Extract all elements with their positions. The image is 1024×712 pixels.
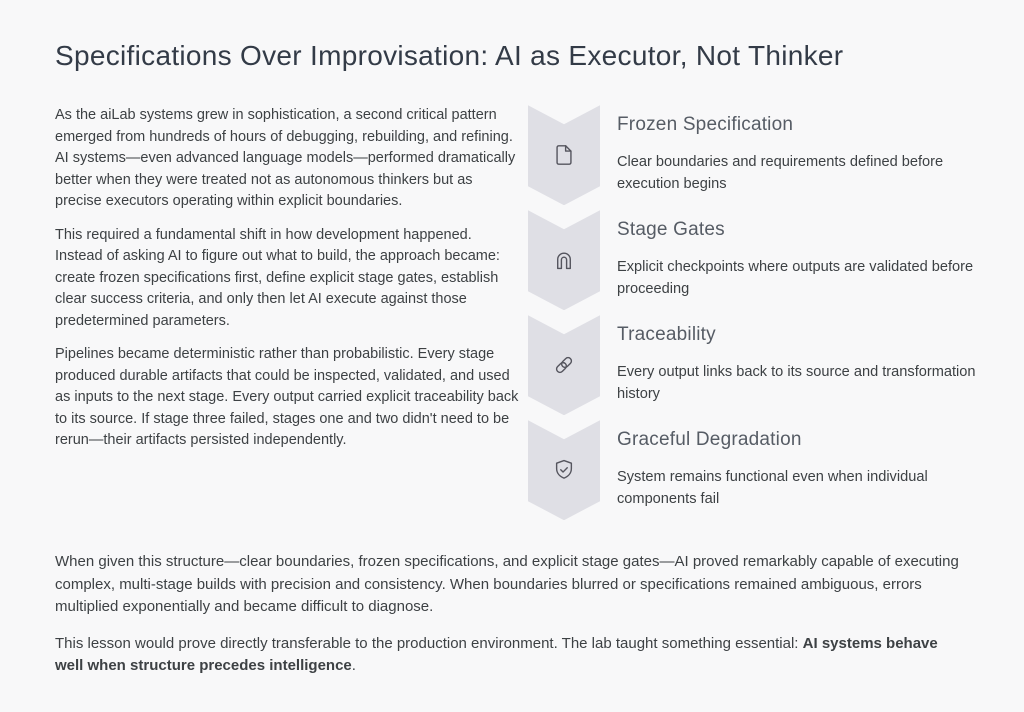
feature-title: Graceful Degradation [617,429,802,451]
content-row [55,105,976,525]
gate-arch-icon [551,247,577,273]
feature-text [617,315,995,415]
chain-link-icon [551,352,577,378]
intro-paragraph: Pipelines became deterministic rather than probabilistic. Every stage produced durable artifacts that could be inspected, validated, and used as inputs to the next stage. Every output carried explicit traceability back to its source. If stage three failed, stages one and two didn't need to be rerun—their artifacts persisted independently. [55,346,519,449]
chevron-shape [528,210,600,310]
intro-section [55,105,521,525]
file-icon [551,142,577,168]
closing-suffix: . [351,657,356,675]
outro-section [55,551,969,678]
feature-text [617,210,995,310]
feature-title: Traceability [617,324,716,346]
page-title: Specifications Over Improvisation: AI as Executor, Not Thinker [55,40,844,71]
feature-list [528,105,995,525]
feature-description: Clear boundaries and requirements defined before execution begins [617,153,944,192]
shield-check-icon [551,457,577,483]
closing-paragraph [55,633,969,678]
feature-title: Stage Gates [617,219,725,241]
feature-description: Every output links back to its source and transformation history [617,363,976,402]
intro-paragraph: This required a fundamental shift in how development happened. Instead of asking AI to figure out what to build, the approach became: create frozen specifications first, define explicit stage gates, establish clear success criteria, and only then let AI execute against those predetermined parameters. [55,226,500,329]
outro-paragraph: When given this structure—clear boundaries, frozen specifications, and explicit stage gates—AI proved remarkably capable of executing complex, multi-stage builds with precision and consistency. When boundaries blurred or specifications remained ambiguous, errors multiplied exponentially and became difficult to diagnose. [55,553,959,616]
closing-bold-text: AI systems behave well when structure precedes intelligence [55,634,938,675]
feature-title: Frozen Specification [617,114,794,136]
chevron-shape [528,105,600,205]
feature-description: System remains functional even when individual components fail [617,468,928,507]
feature-text [617,420,995,520]
chevron-shape [528,420,600,520]
chevron-shape [528,315,600,415]
feature-item-traceability [528,315,995,415]
feature-description: Explicit checkpoints where outputs are validated before proceeding [617,258,974,297]
feature-item-frozen-specification [528,105,995,205]
feature-text [617,105,995,205]
feature-item-stage-gates [528,210,995,310]
intro-paragraph: As the aiLab systems grew in sophistication, a second critical pattern emerged from hundreds of hours of debugging, rebuilding, and refining. AI systems—even advanced language models—performed dramatically better when they were treated not as autonomous thinkers but as precise executors operating within explicit boundaries. [55,107,516,210]
closing-text: This lesson would prove directly transferable to the production environment. The lab taught something essential: [55,634,803,652]
feature-item-graceful-degradation [528,420,995,520]
